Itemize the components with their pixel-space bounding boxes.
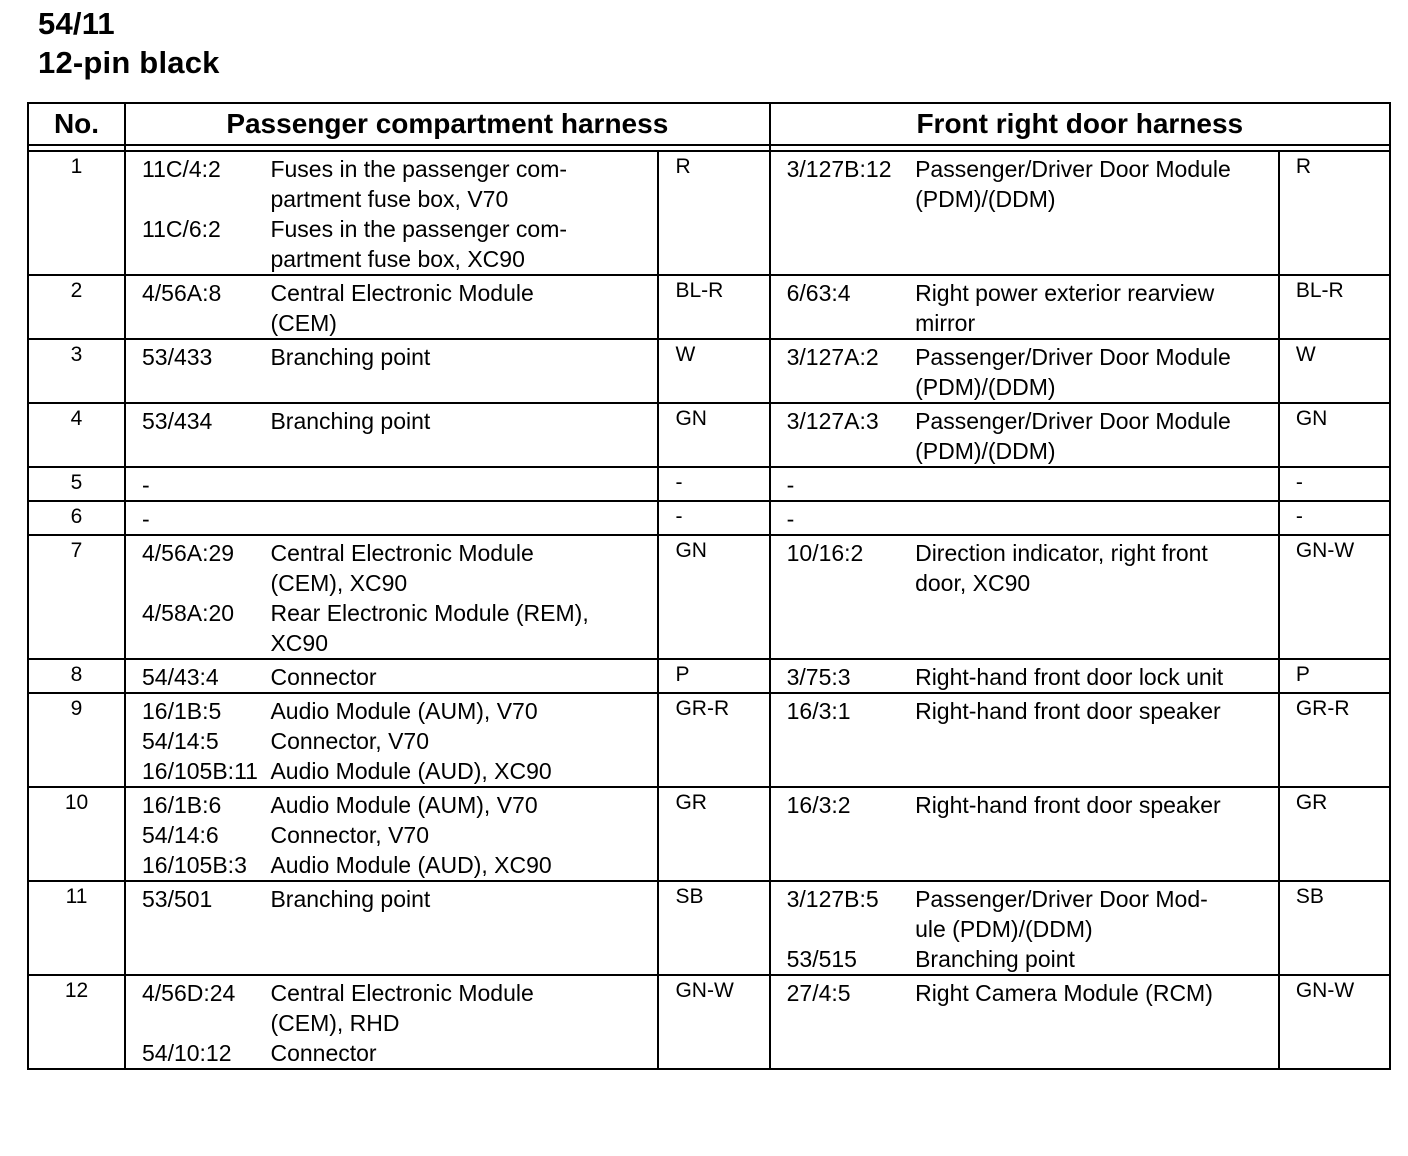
passenger-connector-code: 54/10:12 xyxy=(141,1040,232,1066)
passenger-connector-codes xyxy=(125,275,268,339)
door-connector-code xyxy=(787,850,913,880)
door-connector-code: - xyxy=(786,472,795,498)
pin-number: 10 xyxy=(28,787,125,881)
door-component-description: Right-hand front door speaker xyxy=(915,698,1221,724)
pin-number: 5 xyxy=(28,467,125,501)
header-door-harness: Front right door harness xyxy=(770,103,1390,145)
passenger-connector-code: 54/14:6 xyxy=(141,822,219,848)
passenger-wire-color: P xyxy=(658,659,769,693)
table-row xyxy=(28,975,1390,1069)
door-component-descriptions xyxy=(913,501,1279,535)
passenger-connector-code: 16/105B:3 xyxy=(141,852,247,878)
door-connector-code: 10/16:2 xyxy=(786,540,864,566)
passenger-component-description: Connector, V70 xyxy=(270,728,430,754)
passenger-connector-code: 16/1B:6 xyxy=(141,792,222,818)
door-component-description xyxy=(915,726,1278,756)
passenger-component-description: (CEM), RHD xyxy=(270,1010,400,1036)
door-component-description: Passenger/Driver Door Module xyxy=(915,156,1231,182)
pinout-rows xyxy=(28,151,1390,1069)
door-component-descriptions xyxy=(913,693,1279,787)
passenger-wire-color: GN-W xyxy=(658,975,769,1069)
passenger-connector-code xyxy=(142,944,268,974)
passenger-component-descriptions xyxy=(268,975,658,1069)
door-connector-codes xyxy=(770,467,913,501)
door-component-descriptions xyxy=(913,659,1279,693)
passenger-component-description: Connector xyxy=(270,664,377,690)
door-wire-color: P xyxy=(1279,659,1390,693)
door-component-description: Right-hand front door lock unit xyxy=(915,664,1224,690)
door-component-description xyxy=(915,504,1278,534)
table-row xyxy=(28,501,1390,535)
door-component-description xyxy=(915,1008,1278,1038)
door-connector-code: 6/63:4 xyxy=(786,280,851,306)
passenger-connector-codes xyxy=(125,501,268,535)
passenger-connector-code: 53/433 xyxy=(141,344,213,370)
passenger-component-description: Fuses in the passenger com- xyxy=(270,156,568,182)
connector-description: 12-pin black xyxy=(38,45,220,80)
passenger-component-descriptions xyxy=(268,787,658,881)
passenger-component-description: Audio Module (AUM), V70 xyxy=(270,792,538,818)
door-component-description: Right-hand front door speaker xyxy=(915,792,1221,818)
passenger-connector-code: 53/501 xyxy=(141,886,213,912)
door-component-description xyxy=(915,820,1278,850)
door-connector-codes xyxy=(770,151,913,275)
passenger-component-descriptions xyxy=(268,659,658,693)
passenger-component-description: Branching point xyxy=(270,344,431,370)
door-wire-color: GN-W xyxy=(1279,535,1390,659)
passenger-component-descriptions xyxy=(268,467,658,501)
passenger-component-descriptions xyxy=(268,151,658,275)
table-row xyxy=(28,275,1390,339)
passenger-component-descriptions xyxy=(268,881,658,975)
table-row xyxy=(28,339,1390,403)
door-wire-color: GR xyxy=(1279,787,1390,881)
passenger-connector-code: 4/56D:24 xyxy=(141,980,236,1006)
passenger-connector-code xyxy=(142,914,268,944)
passenger-wire-color: SB xyxy=(658,881,769,975)
passenger-wire-color: R xyxy=(658,151,769,275)
door-component-descriptions xyxy=(913,151,1279,275)
door-component-descriptions xyxy=(913,787,1279,881)
door-wire-color: R xyxy=(1279,151,1390,275)
door-component-description: Passenger/Driver Door Module xyxy=(915,408,1231,434)
door-component-description: Passenger/Driver Door Mod- xyxy=(915,886,1208,912)
door-connector-code: 16/3:2 xyxy=(786,792,851,818)
door-component-descriptions xyxy=(913,975,1279,1069)
door-component-descriptions xyxy=(913,881,1279,975)
passenger-wire-color: W xyxy=(658,339,769,403)
door-connector-code: 3/127B:5 xyxy=(786,886,879,912)
passenger-component-description: partment fuse box, XC90 xyxy=(270,246,525,272)
door-connector-code: 3/127A:2 xyxy=(786,344,879,370)
passenger-component-description: Central Electronic Module xyxy=(270,280,534,306)
passenger-component-descriptions xyxy=(268,501,658,535)
passenger-component-description xyxy=(270,436,657,466)
table-row xyxy=(28,535,1390,659)
passenger-component-description: (CEM) xyxy=(270,310,337,336)
door-component-description xyxy=(915,470,1278,500)
passenger-connector-code xyxy=(142,308,268,338)
door-component-description xyxy=(915,850,1278,880)
table-row xyxy=(28,151,1390,275)
passenger-connector-code xyxy=(142,568,268,598)
pin-number: 7 xyxy=(28,535,125,659)
passenger-component-description xyxy=(270,372,657,402)
door-connector-code xyxy=(787,914,913,944)
door-connector-code: 27/4:5 xyxy=(786,980,851,1006)
pin-number: 1 xyxy=(28,151,125,275)
door-component-description: (PDM)/(DDM) xyxy=(915,186,1056,212)
header-passenger-harness: Passenger compartment harness xyxy=(125,103,770,145)
door-wire-color: - xyxy=(1279,501,1390,535)
door-connector-code xyxy=(787,1008,913,1038)
passenger-wire-color: GR-R xyxy=(658,693,769,787)
door-wire-color: BL-R xyxy=(1279,275,1390,339)
door-component-descriptions xyxy=(913,403,1279,467)
pin-number: 3 xyxy=(28,339,125,403)
connector-id: 54/11 xyxy=(38,6,115,41)
table-row xyxy=(28,693,1390,787)
passenger-connector-code xyxy=(142,184,268,214)
passenger-connector-code: - xyxy=(141,472,150,498)
passenger-component-description: Central Electronic Module xyxy=(270,540,534,566)
passenger-component-descriptions xyxy=(268,693,658,787)
passenger-connector-codes xyxy=(125,151,268,275)
passenger-connector-code xyxy=(142,372,268,402)
door-connector-codes xyxy=(770,975,913,1069)
passenger-component-descriptions xyxy=(268,339,658,403)
passenger-component-description xyxy=(270,944,657,974)
passenger-component-description: Branching point xyxy=(270,886,431,912)
pinout-table xyxy=(27,102,1391,1070)
header-no: No. xyxy=(28,103,125,145)
door-wire-color: GR-R xyxy=(1279,693,1390,787)
door-component-description: Right Camera Module (RCM) xyxy=(915,980,1213,1006)
passenger-connector-code xyxy=(142,436,268,466)
door-component-description: Right power exterior rearview xyxy=(915,280,1215,306)
passenger-connector-code: 16/1B:5 xyxy=(141,698,222,724)
pin-number: 12 xyxy=(28,975,125,1069)
door-wire-color: GN-W xyxy=(1279,975,1390,1069)
door-connector-code: 53/515 xyxy=(786,946,857,972)
passenger-connector-code: 54/14:5 xyxy=(141,728,219,754)
passenger-connector-code: 11C/6:2 xyxy=(141,216,221,242)
door-connector-codes xyxy=(770,501,913,535)
passenger-component-description xyxy=(270,504,657,534)
passenger-component-description: Audio Module (AUD), XC90 xyxy=(270,758,552,784)
passenger-connector-codes xyxy=(125,881,268,975)
passenger-component-description: Fuses in the passenger com- xyxy=(270,216,568,242)
pin-number: 2 xyxy=(28,275,125,339)
door-component-description: mirror xyxy=(915,310,976,336)
door-component-description xyxy=(915,1038,1278,1068)
door-connector-code xyxy=(787,436,913,466)
door-connector-codes xyxy=(770,535,913,659)
door-component-description: Passenger/Driver Door Module xyxy=(915,344,1231,370)
passenger-connector-code: 53/434 xyxy=(141,408,213,434)
passenger-connector-codes xyxy=(125,467,268,501)
passenger-component-description: XC90 xyxy=(270,630,328,656)
passenger-component-description xyxy=(270,470,657,500)
door-connector-codes xyxy=(770,881,913,975)
door-component-description: Branching point xyxy=(915,946,1075,972)
door-connector-codes xyxy=(770,403,913,467)
passenger-connector-code: - xyxy=(141,506,150,532)
passenger-component-description: (CEM), XC90 xyxy=(270,570,408,596)
door-component-description: ule (PDM)/(DDM) xyxy=(915,916,1093,942)
passenger-wire-color: - xyxy=(658,467,769,501)
door-component-descriptions xyxy=(913,339,1279,403)
passenger-connector-code: 54/43:4 xyxy=(141,664,219,690)
door-wire-color: - xyxy=(1279,467,1390,501)
pin-number: 9 xyxy=(28,693,125,787)
passenger-wire-color: - xyxy=(658,501,769,535)
passenger-connector-codes xyxy=(125,339,268,403)
passenger-connector-code: 4/56A:29 xyxy=(141,540,235,566)
passenger-connector-code xyxy=(142,628,268,658)
door-wire-color: SB xyxy=(1279,881,1390,975)
door-component-descriptions xyxy=(913,535,1279,659)
door-wire-color: GN xyxy=(1279,403,1390,467)
passenger-connector-codes xyxy=(125,535,268,659)
passenger-component-description: partment fuse box, V70 xyxy=(270,186,509,212)
passenger-component-description: Connector xyxy=(270,1040,377,1066)
passenger-connector-code xyxy=(142,1008,268,1038)
passenger-wire-color: GN xyxy=(658,403,769,467)
table-row xyxy=(28,403,1390,467)
passenger-connector-codes xyxy=(125,693,268,787)
door-connector-code: 3/127B:12 xyxy=(786,156,892,182)
passenger-component-descriptions xyxy=(268,403,658,467)
door-connector-code: 3/75:3 xyxy=(786,664,851,690)
passenger-connector-codes xyxy=(125,403,268,467)
passenger-component-descriptions xyxy=(268,535,658,659)
door-connector-code xyxy=(787,1038,913,1068)
door-connector-code xyxy=(787,184,913,214)
passenger-connector-code: 4/56A:8 xyxy=(141,280,222,306)
door-connector-code: 16/3:1 xyxy=(786,698,851,724)
passenger-connector-code: 16/105B:11 xyxy=(141,758,258,784)
table-row xyxy=(28,467,1390,501)
door-connector-codes xyxy=(770,339,913,403)
passenger-connector-code: 11C/4:2 xyxy=(141,156,221,182)
passenger-component-description: Central Electronic Module xyxy=(270,980,534,1006)
passenger-wire-color: GR xyxy=(658,787,769,881)
table-row xyxy=(28,881,1390,975)
door-connector-code xyxy=(787,568,913,598)
door-connector-code: 3/127A:3 xyxy=(786,408,879,434)
table-row xyxy=(28,659,1390,693)
passenger-connector-code xyxy=(142,244,268,274)
door-connector-codes xyxy=(770,693,913,787)
passenger-component-description: Branching point xyxy=(270,408,431,434)
door-component-description xyxy=(915,756,1278,786)
door-connector-code xyxy=(787,820,913,850)
passenger-component-description: Audio Module (AUD), XC90 xyxy=(270,852,552,878)
door-component-description: (PDM)/(DDM) xyxy=(915,438,1056,464)
door-component-descriptions xyxy=(913,467,1279,501)
pin-number: 8 xyxy=(28,659,125,693)
passenger-connector-codes xyxy=(125,659,268,693)
passenger-component-descriptions xyxy=(268,275,658,339)
door-connector-code xyxy=(787,726,913,756)
pin-number: 11 xyxy=(28,881,125,975)
table-row xyxy=(28,787,1390,881)
door-connector-codes xyxy=(770,275,913,339)
passenger-connector-codes xyxy=(125,787,268,881)
passenger-component-description: Audio Module (AUM), V70 xyxy=(270,698,538,724)
door-connector-code: - xyxy=(786,506,795,532)
passenger-wire-color: GN xyxy=(658,535,769,659)
passenger-component-description xyxy=(270,914,657,944)
door-connector-code xyxy=(787,372,913,402)
door-component-descriptions xyxy=(913,275,1279,339)
passenger-component-description: Rear Electronic Module (REM), xyxy=(270,600,589,626)
passenger-wire-color: BL-R xyxy=(658,275,769,339)
door-connector-code xyxy=(787,308,913,338)
passenger-component-description: Connector, V70 xyxy=(270,822,430,848)
door-component-description: door, XC90 xyxy=(915,570,1031,596)
pin-number: 4 xyxy=(28,403,125,467)
door-connector-code xyxy=(787,756,913,786)
passenger-connector-code: 4/58A:20 xyxy=(141,600,235,626)
door-component-description: Direction indicator, right front xyxy=(915,540,1208,566)
door-component-description: (PDM)/(DDM) xyxy=(915,374,1056,400)
door-connector-codes xyxy=(770,659,913,693)
door-wire-color: W xyxy=(1279,339,1390,403)
passenger-connector-codes xyxy=(125,975,268,1069)
door-connector-codes xyxy=(770,787,913,881)
pin-number: 6 xyxy=(28,501,125,535)
